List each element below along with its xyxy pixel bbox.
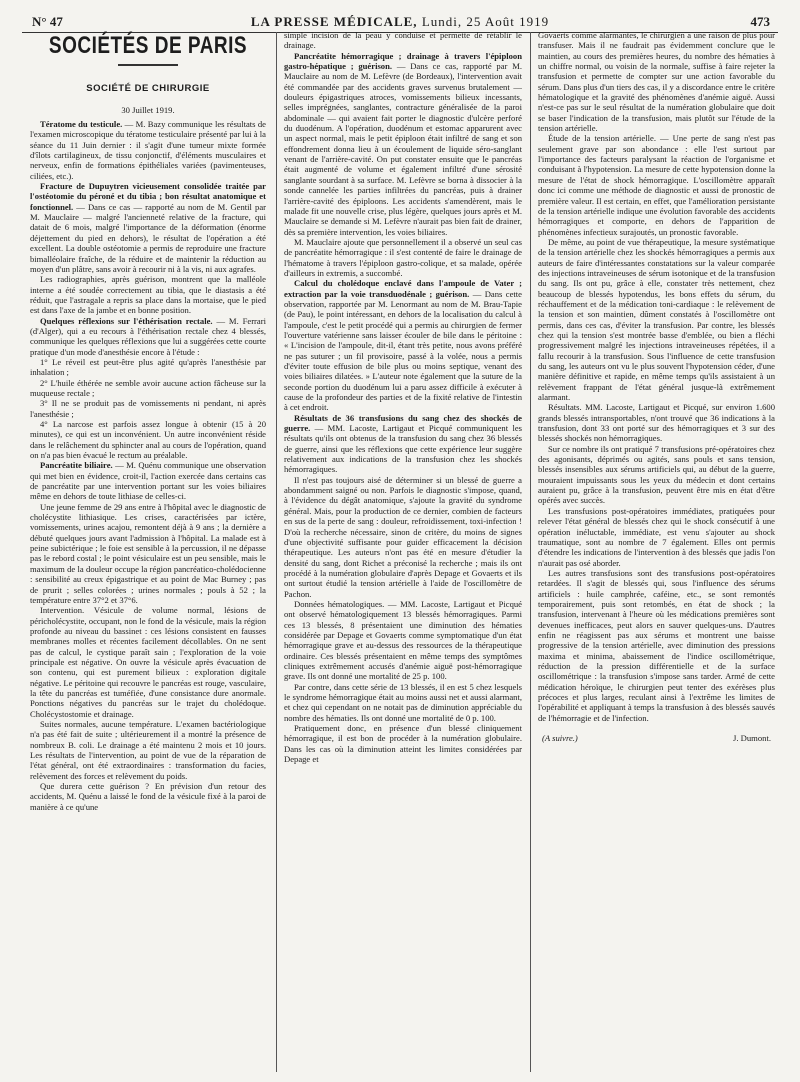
article-text: — M. Ferrari (d'Alger), qui a eu recours à l'éthérisation rectale chez 4 blessés, communique les quelques réflexions que lui a suggérées cette courte pratique d'un mode d'anesthésie encore à l'étude : (30, 315, 266, 357)
meeting-date: 30 Juillet 1919. (121, 104, 175, 115)
paragraph: Les radiographies, après guérison, montrent que la malléole interne a été soudée correctement au tibia, que le diastasis a été réduit, que l'astragale a repris sa place dans la mortaise, que le pied est dans l'axe de la jambe et en bonne position. (30, 274, 266, 316)
paragraph: Intervention. Vésicule de volume normal, lésions de péricholécystite, occupant, non le fond de la vésicule, mais la région profonde au niveau du bassinet : ces lésions consistent en fausses membranes molles et récentes facilement décollables. On ne sent pas de calcul, le cystique paraît sain ; l'exploration de la voie principale est négative. On ouvre la vésicule après évacuation de son contenu, qui est purement bilieux : exploration digitale négative. Le péritoine qui recouvre le pancréas est rouge, vasculaire, la tête du pancréas est tuméfiée, d'une consistance dure anormale. Ponctions négatives du pancréas sur le trajet du cholédoque. Cholécystostomie et drainage. (30, 605, 266, 719)
paragraph: Les transfusions post-opératoires immédiates, pratiquées pour relever l'état général de blessés chez qui le shock consécutif à une opération inéluctable, immédiate, est venu s'ajouter au shock traumatique, sont au nombre de 7 également. Elles ont permis d'étendre les indications de l'intervention à des blessés que jadis l'on n'aurait pas osé aborder. (538, 505, 775, 568)
paragraph: Que durera cette guérison ? En prévision d'un retour des accidents, M. Quénu a laissé le fond de la vésicule fixé à la paroi de manière à ce qu'une (30, 781, 266, 812)
paragraph: Résultats. MM. Lacoste, Lartigaut et Picqué, sur environ 1.600 grands blessés intransportables, n'ont trouvé que 36 indications à la transfusion, dont 33 ont porté sur des hémorragiques et 3 sur des blessés shockés non hémorragiques. (538, 402, 775, 444)
paragraph: Étude de la tension artérielle. — Une perte de sang n'est pas seulement grave par son abondance : elle l'est surtout par l'importance des facteurs paralysant la réaction de l'organisme et conduisant à l'hypotension. La mesure de cette hypotension donne la mesure de l'état de shock hémorragique. L'oscillomètre apparaît donc ici comme une méthode de diagnostic et aussi de pronostic de première valeur. Il est certain, en effet, que l'amélioration persistante de la tension artérielle indique une évolution favorable des accidents hémorragiques et comporte, en dehors de l'apparition de phénomènes infectieux surajoutés, un pronostic favorable. (538, 133, 775, 237)
paragraph: Pratiquement donc, en présence d'un blessé cliniquement hémorragique, il est bon de procéder à la numération globulaire. Dans les cas où la diminution atteint les limites considérées par Depage et (284, 723, 522, 765)
article-teratome (30, 119, 266, 181)
article-pancreatite-biliaire (30, 460, 266, 501)
article-text: — Dans ce cas — rapporté au nom de M. Gentil par M. Mauclaire — malgré l'ancienneté relative de la fracture, qui datait de 6 mois, malgré l'importance de la déformation (énorme déjettement du pied en dehors), le résultat de l'opération a été excellent. La double ostéotomie a permis de reproduire une fracture bimalléolaire fraîche, de la réduire et de maintenir la réduction au moyen d'un plâtre, sans avoir à recourir ni à la vis, ni aux agrafes. (30, 201, 266, 274)
article-heading: Calcul du cholédoque enclavé dans l'ampoule de Vater ; extraction par la voie transduodénale ; guérison. (284, 278, 522, 299)
paragraph: 1° Le réveil est peut-être plus agité qu'après l'anesthésie par inhalation ; (30, 356, 266, 378)
journal-name: LA PRESSE MÉDICALE, (250, 14, 418, 29)
article-heading: Fracture de Dupuytren vicieusement consolidée traitée par l'ostéotomie du péroné et du tibia ; bon résultat anatomique et fonctionnel. (30, 181, 266, 212)
article-etherisation (30, 316, 266, 357)
paragraph: Une jeune femme de 29 ans entre à l'hôpital avec le diagnostic de cholécystite lithiasique. Les crises, caractérisées par ictère, vomissements, urines acajou, remontent déjà à 9 ans ; la dernière a débuté quelques jours avant l'admission à l'hôpital. La malade est à peine subictérique ; le foie est sensible à la percussion, il ne dépasse pas le rebord costal ; le point vésiculaire est un peu sensible, mais le maximum de la douleur occupe la région pancréatico-cholédocienne : sensibilité au creux épigastrique et au point de Mac Burney ; pas de prurit ; selles colorées ; urines normales ; pouls à 52 ; la température entre 37°2 et 37°6. (30, 501, 266, 605)
article-text: — Dans ce cas, rapporté par M. Mauclaire au nom de M. Lefèvre (de Bordeaux), l'intervention avait été commandée par des accidents graves survenus brutalement — douleurs épigastriques atroces, vomissements bilieux incessants, selles imprégnées, sanglantes, contracture généralisée de la paroi abdominale — qui avaient fait porter le diagnostic d'ulcère perforé du duodénum. A l'opération, duodénum et estomac apparurent avec un aspect normal, mais le petit épiploon était infiltré de sang et son effondrement donna lieu à un écoulement de liquide séro-sanglant venant de l'arrière-cavité. On put constater ensuite que le pancréas était augmenté de volume et également infiltré d'une sérosité sanglante sourdant à sa surface. M. Lefèvre se borna à dissocier à la sonde cannelée les parties infiltrées du pancréas, puis à drainer l'arrière-cavité des épiploons. Les accidents s'amendèrent, mais le malade fit une nouvelle crise, plus légère, quelques jours après et M. Mauclaire se demande si M. Lefèvre n'aurait pas bien fait de drainer, dès sa première intervention, les voies biliaires. (284, 61, 522, 237)
paragraph: 2° L'huile éthérée ne semble avoir aucune action fâcheuse sur la muqueuse rectale ; (30, 377, 266, 398)
section-title: SOCIÉTÉS DE PARIS (48, 33, 248, 60)
column-1 (30, 30, 266, 1070)
paragraph: Sur ce nombre ils ont pratiqué 7 transfusions pré-opératoires chez des agonisants, déprimés ou agités, sans pouls et sans tension, blessés insensibles aux sérums artificiels qui, au début de la guerre, mouraient impuissants sous les yeux du médecin et dont certains auraient pu, grâce à la transfusion, peuvent être mis en état d'être opérés avec succès. (538, 443, 775, 506)
article-heading: Tératome du testicule. (40, 119, 123, 130)
article-heading: Quelques réflexions sur l'éthérisation rectale. (40, 315, 213, 326)
article-text: — M. Quénu communique une observation qui met bien en évidence, croit-il, l'action exercée dans certains cas de pancréatite par une intervention portant sur les voies biliaires même en dehors de toute lithiase de celles-ci. (30, 460, 266, 502)
article-text: — MM. Lacoste, Lartigaut et Picqué communiquent les résultats qu'ils ont obtenus de la transfusion du sang chez 36 blessés de guerre, ainsi que les réflexions que cette expérience leur suggère relativement aux indications de la transfusion chez les shockés hémorragiques. (284, 423, 522, 475)
article-text: — M. Bazy communique les résultats de l'examen microscopique du tératome testiculaire présenté par lui à la séance du 11 Juin dernier : il s'agit d'une tumeur mixte formée d'îlots cartilagineux, de tissu conjonctif, d'éléments musculaires et nerveux, enfin de formations épithéliales variées (pavimenteuses, ciliées, etc.). (30, 119, 266, 181)
paragraph: De même, au point de vue thérapeutique, la mesure systématique de la tension artérielle chez les shockés hémorragiques a permis aux auteurs de faire d'intéressantes constatations sur la valeur comparée des injections intraveineuses de sérum isotonique et de la transfusion du sang. Ils ont pu, grâce à elle, constater très nettement, chez beaucoup de blessés hypotendus, les bons effets du sérum, du réchauffement et de la médication toni-cardiaque : le relèvement de la tension et son maintien, dûment constatés à l'oscillomètre ont permis, dans ces cas, d'éviter la transfusion. Par contre, les blessés chez qui la tension s'est montrée basse d'emblée, ou bien a fléchi progressivement malgré les injections intraveineuses répétées, il a fallu recourir à la transfusion. Sous l'influence de cette transfusion du sang, les auteurs ont vu le plus souvent l'hypotension céder, d'une manière définitive et rapide, en même temps qu'ils assistaient à un relèvement frappant de l'état général jusque-là extrêmement alarmant. (538, 236, 775, 403)
paragraph: Il n'est pas toujours aisé de déterminer si un blessé de guerre a abondamment saigné ou non. Parfois le diagnostic s'impose, quand, à l'évidence du dégât anatomique, s'ajoute la gravité du syndrome général. Mais, pour la production de ce dernier, combien de facteurs en sus de la perte de sang : douleur, refroidissement, toxi-infection ! D'où la recherche nécessaire, sinon de critère, du moins de signes d'une objectivité suffisante pour guider efficacement la décision thérapeutique. Les auteurs n'ont pas été en mesure d'étudier la densité du sang, dont Richet a préconisé la recherche ; mais ils ont procédé à la numération globulaire d'après Depage et Govaerts et ils ont surtout étudié la tension artérielle à l'aide de l'oscillomètre de Pachon. (284, 474, 522, 599)
article-footer (538, 733, 775, 743)
paragraph: 3° Il ne se produit pas de vomissements ni pendant, ni après l'anesthésie ; (30, 398, 266, 419)
paragraph: M. Mauclaire ajoute que personnellement il a observé un seul cas de pancréatite hémorragique : il s'est contenté de faire le drainage de l'hématome à travers l'épiploon gastro-colique, et sa malade, opérée d'ailleurs in extremis, a succombé. (284, 236, 522, 278)
article-heading: Pancréatite biliaire. (40, 460, 113, 471)
column-3 (538, 30, 775, 1070)
article-dupuytren (30, 181, 266, 274)
paragraph: simple incision de la peau y conduise et permette de rétablir le drainage. (284, 30, 522, 51)
article-pancreatite-hemorragique (284, 51, 522, 237)
column-divider (276, 32, 277, 1072)
to-follow-note: (A suivre.) (542, 733, 578, 744)
paragraph: Les autres transfusions sont des transfusions post-opératoires retardées. Il s'agit de blessés qui, sous l'influence des sérums artificiels : huile camphrée, caféine, etc., se sont remontés temporairement, puis sont retombés, en état de shock ; la transfusion, intervenant à l'heure où les médications premières sont devenues inefficaces, peut alors en sauver quelques-uns. D'autres enfin ne réagissent pas aux sérums et montrent une baisse progressive de la tension artérielle, avec diminution des pressions maxima et minima, abaissement de l'indice oscillométrique, réduction de la pression différentielle et de la surface oscillométrique : la transfusion s'impose sans tarder. Armé de cette médication héroïque, le chirurgien peut tenter des exérèses plus précoces et plus larges, reculant ainsi à l'extrême les limites de l'opérabilité et appliquant à temps la transfusion à des blessés sauvés de l'hémorragie et de l'infection. (538, 567, 775, 723)
issue-date: Lundi, 25 Août 1919 (421, 14, 550, 29)
article-heading: Résultats de 36 transfusions du sang chez des shockés de guerre. (284, 412, 522, 434)
page-number: 473 (750, 14, 770, 29)
title-rule (118, 64, 178, 66)
society-title: SOCIÉTÉ DE CHIRURGIE (86, 83, 210, 95)
article-text: — Dans cette observation, rapportée par M. Lenormant au nom de M. Brau-Tapie (de Pau), le point intéressant, en dehors de la localisation du calcul à l'ampoule, c'est le petit procédé qui a permis au chirurgien de fermer l'ouverture vatérienne sans laisser écouler de bile dans le péritoine : « L'incision de l'ampoule, dit-il, étant très petite, nous avons préféré ne pas suturer ; un fil provisoire, passé à la volée, nous a permis d'éviter toute effusion de bile plus ou moins septique, venant des voies biliaires dilatées. » L'auteur note également que la suture de la seconde portion du duodénum lui a paru assez difficile à exécuter à cause de la profondeur des parties et de la fixité relative de l'intestin à cet endroit. (284, 288, 522, 413)
author-signature: J. Dumont. (733, 733, 771, 744)
article-transfusions (284, 413, 522, 475)
paragraph: Govaerts comme alarmantes, le chirurgien a une raison de plus pour transfuser. Mais il ne faudrait pas évidemment conclure que le maintien, au cours des premières heures, du nombre des hématies à un chiffre normal, ou voisin de la normale, suffise à faire rejeter la transfusion et permette de compter sur une action favorable du sérum. Dans plus d'un tiers des cas, il y a discordance entre le critère hématologique et la gravité des phénomènes d'anémie aiguë. Aussi n'est-ce pas sur le seul résultat de la numération globulaire que doit se baser l'indication de la transfusion, mais plutôt sur l'étude de la tension artérielle. (538, 30, 775, 134)
article-heading: Pancréatite hémorragique ; drainage à travers l'épiploon gastro-hépatique ; guérison. (284, 50, 522, 72)
journal-title (22, 14, 778, 30)
column-2 (284, 30, 522, 1070)
column-divider (530, 32, 531, 1072)
paragraph: 4° La narcose est parfois assez longue à obtenir (15 à 20 minutes), ce qui est un inconvénient. Un autre inconvénient réside dans le relâchement du sphincter anal au cours de l'opération, quand on n'a pas bien évacué le rectum au préalable. (30, 419, 266, 461)
issue-number: N° 47 (32, 14, 63, 29)
article-calcul-choledoque (284, 278, 522, 412)
paragraph: Données hématologiques. — MM. Lacoste, Lartigaut et Picqué ont observé hématologiquement 13 blessés hémorragiques. Parmi ces 13 blessés, 8 présentaient une diminution des hématies considérée par Depage et Govaerts comme symptomatique d'un état hémorragique grave et au-dessus des ressources de la thérapeutique ordinaire. Ces blessés présentaient en même temps des symptômes cliniques extrêmement accusés d'anémie aiguë post-hémorragique grave. Ils ont donné une mortalité de 25 p. 100. (284, 598, 522, 682)
paragraph: Suites normales, aucune température. L'examen bactériologique n'a pas été fait de suite ; ultérieurement il a montré la présence de nombreux B. coli. Le drainage a été maintenu 2 mois et 10 jours. Les résultats de l'intervention, au point de vue de la réparation de l'état général, ont été extraordinaires : transformation du facies, relèvement des forces et relèvement du poids. (30, 718, 266, 781)
paragraph: Par contre, dans cette série de 13 blessés, il en est 5 chez lesquels le syndrome hémorragique était au moins aussi net et aussi alarmant, et chez qui cependant on ne notait pas de diminution appréciable du nombre des hématies. Ils ont donné une mortalité de 0 p. 100. (284, 681, 522, 723)
